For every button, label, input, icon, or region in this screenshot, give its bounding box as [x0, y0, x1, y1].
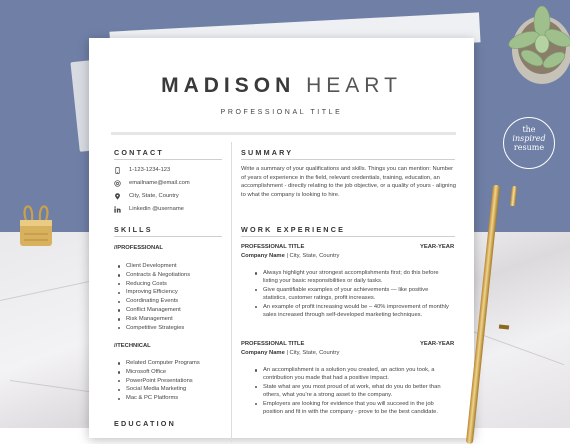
- job-bullets: [263, 269, 453, 319]
- education-heading: EDUCATION: [114, 419, 176, 428]
- phone-icon: [114, 167, 121, 174]
- header-divider: [111, 132, 456, 135]
- list-item: State what are you most proud of at work, what do you do better than others, what you're a strong asset to the company.: [263, 383, 453, 400]
- job-bullets: [263, 366, 453, 416]
- list-item: Mac & PC Platforms: [126, 394, 200, 403]
- list-item: Improving Efficiency: [126, 288, 190, 297]
- professional-title: PROFESSIONAL TITLE: [220, 109, 343, 116]
- list-item: Conflict Management: [126, 306, 190, 315]
- job-company-line: [241, 252, 339, 261]
- list-item: An example of profit increasing would be – 40% improvement of monthly sales increased through self-developed marketing techniques.: [263, 303, 453, 320]
- list-item: Employers are looking for evidence that you will succeed in the job position and fit in with the company - prove to be the best candidate.: [263, 400, 453, 417]
- professional-skills-list: [126, 262, 190, 332]
- company-name: Company Name: [241, 253, 285, 259]
- resume-page: [89, 38, 474, 438]
- list-item: Microsoft Office: [126, 368, 200, 377]
- job-title: PROFESSIONAL TITLE: [241, 244, 305, 250]
- section-rule: [114, 159, 222, 160]
- resume-name: MADISON HEART: [161, 74, 402, 97]
- list-item: Risk Management: [126, 315, 190, 324]
- list-item: Give quantifiable examples of your achievements — like positive statistics, customer ratings, profit increases.: [263, 286, 453, 303]
- skills-heading: SKILLS: [114, 225, 153, 234]
- binder-clip-icon: [18, 200, 54, 252]
- list-item: Client Development: [126, 262, 190, 271]
- summary-heading: SUMMARY: [241, 148, 294, 157]
- company-location: | City, State, Country: [286, 350, 340, 356]
- list-item: Competitive Strategies: [126, 324, 190, 333]
- list-item: An accomplishment is a solution you created, an action you took, a contribution you made that had a positive impact.: [263, 366, 453, 383]
- contact-linkedin: Linkedin @username: [129, 206, 184, 212]
- linkedin-icon: [114, 206, 121, 213]
- section-rule: [114, 236, 222, 237]
- list-item: PowerPoint Presentations: [126, 377, 200, 386]
- location-pin-icon: [114, 193, 121, 200]
- company-location: | City, State, Country: [286, 253, 340, 259]
- section-rule: [241, 236, 455, 237]
- contact-heading: CONTACT: [114, 148, 164, 157]
- company-name: Company Name: [241, 350, 285, 356]
- list-item: Always highlight your strongest accomplishments first; do this before listing your basic responsibilities or daily tasks.: [263, 269, 453, 286]
- succulent-plant-icon: [498, 0, 570, 95]
- at-sign-icon: [114, 180, 121, 187]
- list-item: Social Media Marketing: [126, 385, 200, 394]
- column-divider: [231, 142, 232, 442]
- list-item: Coordinating Events: [126, 297, 190, 306]
- summary-text: Write a summary of your qualifications and skills. Things you can mention: Number of years of experience in the field, relevant credentials, training, education, an accomplishment - directly relating to the job objective, or a quality of yours - aligning to what the company is looking to hire.: [241, 166, 456, 198]
- job-years: YEAR-YEAR: [420, 341, 455, 347]
- job-years: YEAR-YEAR: [420, 244, 455, 250]
- job-company-line: [241, 349, 339, 358]
- list-item: Contracts & Negotiations: [126, 271, 191, 278]
- experience-heading: WORK EXPERIENCE: [241, 225, 346, 234]
- list-item: Reducing Costs: [126, 280, 190, 289]
- contact-email: emailname@email.com: [129, 180, 190, 186]
- section-rule: [241, 159, 455, 160]
- list-item: Related Computer Programs: [126, 360, 200, 366]
- contact-location: City, State, Country: [129, 193, 179, 199]
- contact-phone: 1-123-1234-123: [129, 167, 171, 173]
- technical-skills-list: [126, 359, 200, 403]
- job-title: PROFESSIONAL TITLE: [241, 341, 305, 347]
- technical-skills-label: //TECHNICAL: [114, 343, 151, 349]
- brand-logo: the inspired resume: [503, 117, 555, 169]
- professional-skills-label: //PROFESSIONAL: [114, 245, 163, 251]
